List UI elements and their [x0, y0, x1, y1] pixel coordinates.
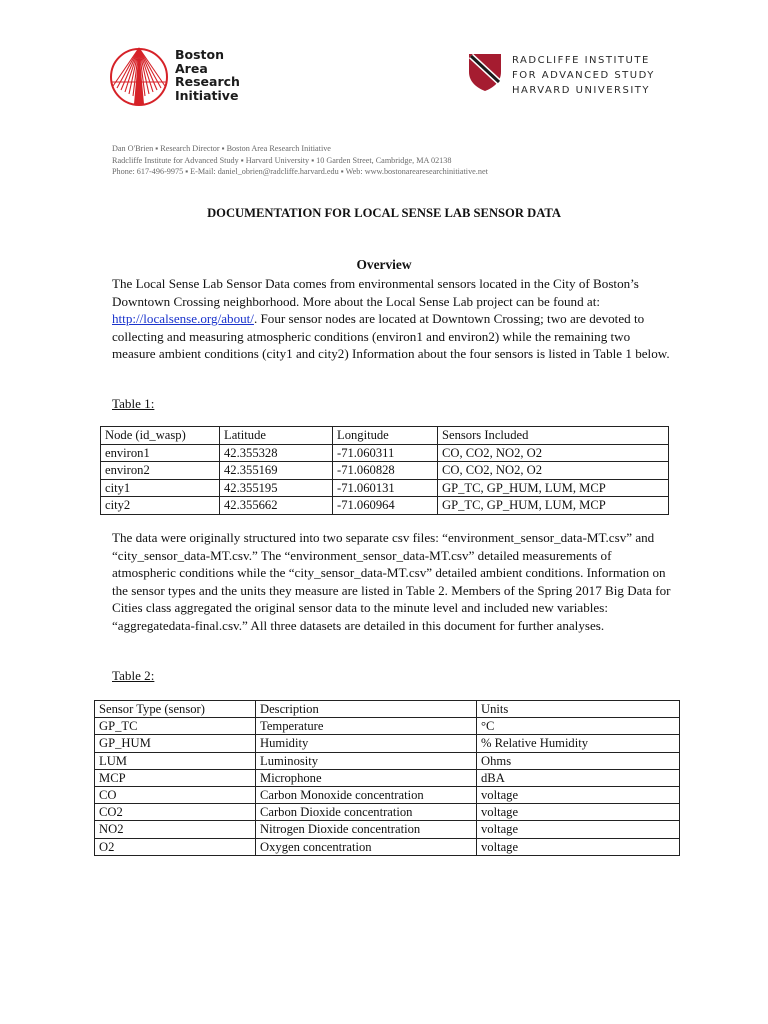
table-header-cell: Latitude — [220, 427, 333, 445]
table-cell: Nitrogen Dioxide concentration — [256, 821, 477, 838]
table-header-cell: Sensors Included — [438, 427, 669, 445]
bari-line: Initiative — [175, 87, 239, 103]
table-cell: Carbon Dioxide concentration — [256, 804, 477, 821]
table-row — [95, 769, 680, 786]
table-cell: Ohms — [477, 752, 680, 769]
table-cell: 42.355195 — [220, 479, 333, 497]
table-cell: Luminosity — [256, 752, 477, 769]
table-header-row — [95, 701, 680, 718]
bari-line: Boston — [175, 47, 225, 62]
radcliffe-wordmark — [512, 53, 655, 98]
overview-heading: Overview — [356, 257, 412, 272]
table2-label: Table 2: — [112, 668, 155, 683]
table-cell: environ1 — [101, 444, 220, 462]
table-row — [95, 786, 680, 803]
table-cell: MCP — [95, 769, 256, 786]
table-cell: Carbon Monoxide concentration — [256, 786, 477, 803]
table-cell: GP_TC, GP_HUM, LUM, MCP — [438, 479, 669, 497]
table-row — [101, 444, 669, 462]
radcliffe-logo — [467, 50, 667, 100]
table-row — [101, 497, 669, 515]
table-cell: LUM — [95, 752, 256, 769]
table-cell: voltage — [477, 838, 680, 855]
table-cell: % Relative Humidity — [477, 735, 680, 752]
contact-line: Radcliffe Institute for Advanced Study ▪ Harvard University ▪ 10 Garden Street, Cambridge, MA 02138 — [112, 155, 452, 165]
table-cell: -71.060311 — [333, 444, 438, 462]
overview-text: The Local Sense Lab Sensor Data comes from environmental sensors located in the City of Boston’s Downtown Crossing neighborhood. More about the Local Sense Lab project can be found at: — [112, 276, 639, 309]
table-cell: O2 — [95, 838, 256, 855]
table-cell: -71.060828 — [333, 462, 438, 480]
table-cell: Microphone — [256, 769, 477, 786]
table-cell: city1 — [101, 479, 220, 497]
overview-paragraph — [112, 275, 672, 363]
table-header-row — [101, 427, 669, 445]
table-cell: voltage — [477, 786, 680, 803]
table-cell: °C — [477, 718, 680, 735]
data-description-text: The data were originally structured into two separate csv files: “environment_sensor_data-MT.csv” and “city_sensor_data-MT.csv.” The “environment_sensor_data-MT.csv” detailed measurements of atmospheric conditions while the “city_sensor_data-MT.csv” detailed ambient conditions. Information on the sensor types and the units they measure are listed in Table 2. Members of the Spring 2017 Big Data for Cities class aggregated the original sensor data to the minute level and included new variables: “aggregatedata-final.csv.” All three datasets are detailed in this document for further analyses. — [112, 530, 671, 633]
table-header-cell: Node (id_wasp) — [101, 427, 220, 445]
table-cell: 42.355169 — [220, 462, 333, 480]
contact-info — [112, 143, 488, 178]
table-cell: environ2 — [101, 462, 220, 480]
radcliffe-line: FOR ADVANCED STUDY — [512, 70, 655, 81]
localsense-link[interactable]: http://localsense.org/about/ — [112, 311, 254, 327]
table-cell: voltage — [477, 821, 680, 838]
contact-line: Dan O'Brien ▪ Research Director ▪ Boston Area Research Initiative — [112, 144, 331, 153]
contact-line: Phone: 617-496-9975 ▪ E-Mail: daniel_obrien@radcliffe.harvard.edu ▪ Web: www.bostonarearesearchinitiative.net — [112, 167, 488, 176]
table-row — [95, 735, 680, 752]
table-cell: Humidity — [256, 735, 477, 752]
table-row — [95, 821, 680, 838]
shield-icon — [467, 52, 503, 92]
bari-line: Area — [175, 60, 208, 76]
bari-bridge-icon — [108, 42, 170, 112]
table1-label: Table 1: — [112, 396, 155, 411]
table-cell: 42.355328 — [220, 444, 333, 462]
table-header-cell: Units — [477, 701, 680, 718]
table-cell: GP_TC, GP_HUM, LUM, MCP — [438, 497, 669, 515]
table-cell: -71.060131 — [333, 479, 438, 497]
table-cell: Oxygen concentration — [256, 838, 477, 855]
table-cell: GP_TC — [95, 718, 256, 735]
radcliffe-line: HARVARD UNIVERSITY — [512, 85, 651, 96]
table-row — [95, 718, 680, 735]
bari-line: Research — [175, 74, 240, 89]
table-cell: voltage — [477, 804, 680, 821]
sensor-types-table — [94, 700, 680, 856]
table-cell: city2 — [101, 497, 220, 515]
document-title: DOCUMENTATION FOR LOCAL SENSE LAB SENSOR DATA — [207, 206, 561, 220]
table-cell: CO — [95, 786, 256, 803]
table-row — [101, 479, 669, 497]
table-cell: CO, CO2, NO2, O2 — [438, 462, 669, 480]
table-cell: -71.060964 — [333, 497, 438, 515]
table-cell: dBA — [477, 769, 680, 786]
bari-logo — [108, 42, 278, 114]
table-row — [95, 752, 680, 769]
sensor-nodes-table — [100, 426, 669, 515]
data-description-paragraph — [112, 529, 672, 635]
table-cell: CO, CO2, NO2, O2 — [438, 444, 669, 462]
table-cell: 42.355662 — [220, 497, 333, 515]
radcliffe-line: RADCLIFFE INSTITUTE — [512, 55, 650, 66]
table-header-cell: Longitude — [333, 427, 438, 445]
table-row — [95, 838, 680, 855]
table-cell: GP_HUM — [95, 735, 256, 752]
table-cell: CO2 — [95, 804, 256, 821]
table-cell: NO2 — [95, 821, 256, 838]
table-row — [95, 804, 680, 821]
overview-text: . Four sensor nodes are located at Downtown Crossing; two are devoted to collecting and measuring atmospheric conditions (environ1 and environ2) while the remaining two measure ambient conditions (city1 and city2) Information about the four sensors is listed in Table 1 below. — [112, 311, 670, 362]
table-row — [101, 462, 669, 480]
table-header-cell: Description — [256, 701, 477, 718]
bari-wordmark — [175, 48, 240, 102]
table-header-cell: Sensor Type (sensor) — [95, 701, 256, 718]
table-cell: Temperature — [256, 718, 477, 735]
